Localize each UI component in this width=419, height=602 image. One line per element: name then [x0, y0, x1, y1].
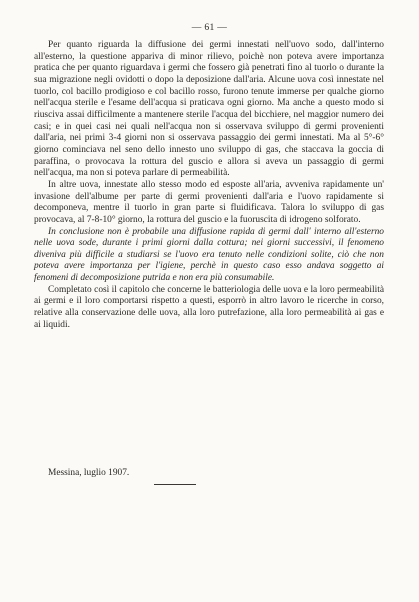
paragraph-diffusion-inside-out: Per quanto riguarda la diffusione dei germi innestati nell'uovo sodo, dall'interno all'esterno, la questione appariva di minor rilievo, poichè non poteva avere importanza pratica che per quanto riguardava i germi che fossero già penetrati fino al tuorlo o durante la sua migrazione negli ovidotti o dopo la deposizione dall'aria. Alcune uova così innestate nel tuorlo, col bacillo prodigioso e col bacillo rosso, furono tenute immerse per qualche giorno nell'acqua sterile e l'esame dell'acqua si praticava ogni giorno. Ma anche a questo modo si riusciva assai difficilmente a mantenere sterile l'acqua del bicchiere, nel maggior numero dei casi; e in quei casi nei quali nell'acqua non si osservava sviluppo di germi provenienti dall'aria, nei primi 3-4 giorni non si osservava passaggio dei germi innestati. Ma al 5°-6° giorno cominciava nel seno dello innesto uno sviluppo di gas, che staccava la goccia di paraffina, o provocava la rottura del guscio e allora si aveva un passaggio di germi nell'acqua, ma non si poteva parlare di permeabilità.: [34, 40, 384, 179]
place-date-signoff: Messina, luglio 1907.: [48, 468, 130, 478]
paragraph-eggs-exposed-to-air: In altre uova, innestate allo stesso modo ed esposte all'aria, avveniva rapidamente un' invasione dell'albume per parte di germi provenienti dall'aria e l'uovo rapidamente si decomponeva, mentre il tuorlo in gran parte si fluidificava. Talora lo sviluppo di gas provocava, al 7-8-10° giorno, la rottura del guscio e la fuoruscita di idrogeno solforato.: [34, 179, 384, 225]
closing-rule: [154, 484, 196, 485]
paragraph-conclusion: In conclusione non è probabile una diffusione rapida di germi dall' interno all'esterno nelle uova sode, durante i primi giorni dalla cottura; nei giorni successivi, il fenomeno diveniva più difficile a studiarsi se l'uovo era tenuto nelle condizioni solite, ciò che non poteva avere importanza per l'igiene, perchè in questo caso esso andava soggetto ai fenomeni di decomposizione putrida e non era più consumabile.: [34, 226, 384, 284]
page-number: — 61 —: [191, 22, 228, 33]
body-text: [34, 40, 384, 331]
paragraph-closing-remarks: Completato così il capitolo che concerne le batteriologia delle uova e la loro permeabilità ai germi e il loro comportarsi rispetto a questi, esporrò in altro lavoro le ricerche in corso, relative alla conservazione delle uova, alla loro putrefazione, alla loro permeabilità ai gas e ai liquidi.: [34, 284, 384, 330]
